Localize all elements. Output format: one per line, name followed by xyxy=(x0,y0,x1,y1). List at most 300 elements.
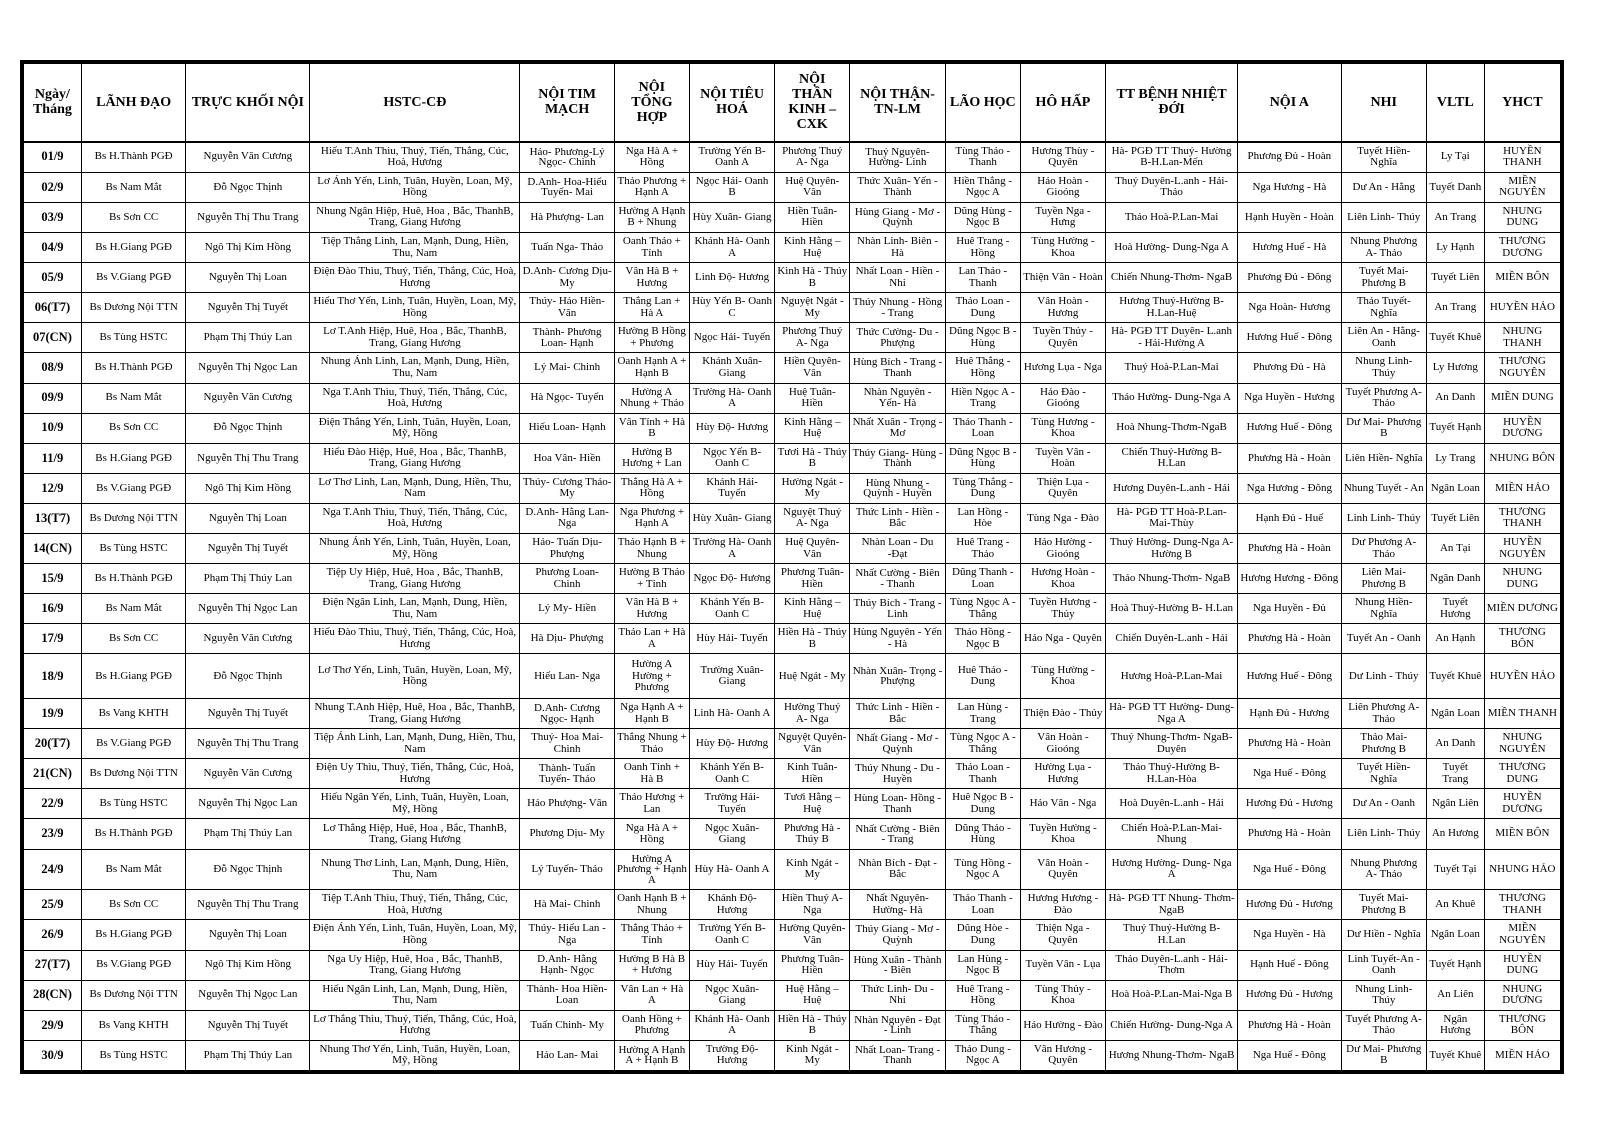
internal-duty-cell: Đỗ Ngọc Thịnh xyxy=(186,849,310,890)
tropical-diseases-cell: Thảo Hường- Dung-Nga A xyxy=(1106,383,1238,413)
header-cardiology: NỘI TIM MẠCH xyxy=(520,64,614,142)
traditional-medicine-cell: HUYỀN THANH xyxy=(1484,142,1560,173)
cardiology-cell: Thành- Hoa Hiền- Loan xyxy=(520,980,614,1010)
gastroenterology-cell: Ngọc Yến B- Oanh C xyxy=(689,443,774,473)
respiratory-cell: Hảo Vân - Nga xyxy=(1020,789,1105,819)
traditional-medicine-cell: MIỀN DUNG xyxy=(1484,383,1560,413)
cardiology-cell: Tuấn Nga- Thảo xyxy=(520,232,614,262)
date-cell: 24/9 xyxy=(24,849,82,890)
leader-cell: Bs V.Giang PGĐ xyxy=(81,729,186,759)
internal-a-cell: Hương Hương - Đông xyxy=(1238,564,1342,594)
cardiology-cell: Hoa Vân- Hiền xyxy=(520,443,614,473)
internal-a-cell: Nga Hương - Đông xyxy=(1238,473,1342,503)
internal-duty-cell: Nguyễn Thị Tuyết xyxy=(186,1010,310,1040)
geriatrics-cell: Huê Trang - Thảo xyxy=(945,534,1020,564)
leader-cell: Bs Vang KHTH xyxy=(81,699,186,729)
neurology-cell: Hiền Hà - Thúy B xyxy=(775,624,850,654)
cardiology-cell: Hiếu Lan- Nga xyxy=(520,654,614,699)
geriatrics-cell: Tùng Ngọc A - Thắng xyxy=(945,729,1020,759)
internal-a-cell: Hương Huế - Đông xyxy=(1238,654,1342,699)
physiotherapy-cell: Ngân Hương xyxy=(1426,1010,1484,1040)
tropical-diseases-cell: Hà- PGĐ TT Hường- Dung-Nga A xyxy=(1106,699,1238,729)
respiratory-cell: Vân Hoàn - Quyên xyxy=(1020,849,1105,890)
geriatrics-cell: Thảo Thanh - Loan xyxy=(945,413,1020,443)
respiratory-cell: Thiện Lụa - Quyên xyxy=(1020,473,1105,503)
cardiology-cell: D.Anh- Cương Ngọc- Hạnh xyxy=(520,699,614,729)
internal-a-cell: Phương Hà - Hoàn xyxy=(1238,624,1342,654)
traditional-medicine-cell: NHUNG DƯƠNG xyxy=(1484,980,1560,1010)
internal-a-cell: Nga Huế - Đông xyxy=(1238,849,1342,890)
tropical-diseases-cell: Hương Thuý-Hường B- H.Lan-Huệ xyxy=(1106,293,1238,323)
internal-duty-cell: Đỗ Ngọc Thịnh xyxy=(186,413,310,443)
physiotherapy-cell: An Hạnh xyxy=(1426,624,1484,654)
cardiology-cell: D.Anh- Cương Dịu- My xyxy=(520,263,614,293)
pediatrics-cell: Nhung Linh- Thúy xyxy=(1341,353,1426,383)
neurology-cell: Huệ Tuân- Hiền xyxy=(775,383,850,413)
internal-duty-cell: Nguyễn Thị Tuyết xyxy=(186,534,310,564)
geriatrics-cell: Tùng Ngọc A - Thắng xyxy=(945,594,1020,624)
cardiology-cell: Hiếu Loan- Hạnh xyxy=(520,413,614,443)
neurology-cell: Phương Thuý A- Nga xyxy=(775,142,850,173)
internal-a-cell: Phương Hà - Hoàn xyxy=(1238,443,1342,473)
gastroenterology-cell: Hùy Độ- Hương xyxy=(689,413,774,443)
cardiology-cell: Hảo Lan- Mai xyxy=(520,1040,614,1070)
pediatrics-cell: Nhung Linh- Thúy xyxy=(1341,980,1426,1010)
leader-cell: Bs V.Giang PGĐ xyxy=(81,263,186,293)
geriatrics-cell: Hiền Ngọc A - Trang xyxy=(945,383,1020,413)
table-row xyxy=(24,729,1561,759)
table-row xyxy=(24,443,1561,473)
cardiology-cell: Thành- Tuấn Tuyến- Thảo xyxy=(520,759,614,789)
date-cell: 02/9 xyxy=(24,172,82,202)
traditional-medicine-cell: NHUNG HẢO xyxy=(1484,849,1560,890)
pediatrics-cell: Tuyết Phương A- Thảo xyxy=(1341,1010,1426,1040)
nephrology-cell: Thuý Nguyên- Hường- Linh xyxy=(850,142,945,173)
table-row xyxy=(24,413,1561,443)
traditional-medicine-cell: THƯƠNG DƯƠNG xyxy=(1484,232,1560,262)
date-cell: 03/9 xyxy=(24,202,82,232)
neurology-cell: Huệ Quyên- Vân xyxy=(775,534,850,564)
respiratory-cell: Hảo Hường - Đào xyxy=(1020,1010,1105,1040)
leader-cell: Bs H.Giang PGĐ xyxy=(81,920,186,950)
cardiology-cell: Lý My- Hiền xyxy=(520,594,614,624)
nephrology-cell: Nhàn Linh- Biên -Hà xyxy=(850,232,945,262)
date-cell: 06(T7) xyxy=(24,293,82,323)
respiratory-cell: Tuyền Hương - Thủy xyxy=(1020,594,1105,624)
gastroenterology-cell: Linh Độ- Hương xyxy=(689,263,774,293)
tropical-diseases-cell: Chiến Hường- Dung-Nga A xyxy=(1106,1010,1238,1040)
internal-duty-cell: Ngô Thị Kim Hồng xyxy=(186,950,310,980)
geriatrics-cell: Huê Trang - Hồng xyxy=(945,232,1020,262)
general-internal-cell: Hường A Hạnh A + Hạnh B xyxy=(614,1040,689,1070)
nephrology-cell: Thúy Nhung - Du - Huyền xyxy=(850,759,945,789)
leader-cell: Bs Nam Mắt xyxy=(81,172,186,202)
internal-a-cell: Phương Hà - Hoàn xyxy=(1238,819,1342,849)
hstc-cd-cell: Tiệp T.Anh Thìu, Thuý, Tiến, Thắng, Cúc, Hoà, Hương xyxy=(310,890,520,920)
gastroenterology-cell: Trường Yến B- Oanh C xyxy=(689,920,774,950)
gastroenterology-cell: Hùy Hà- Oanh A xyxy=(689,849,774,890)
tropical-diseases-cell: Thảo Duyên-L.anh - Hải- Thơm xyxy=(1106,950,1238,980)
geriatrics-cell: Dũng Ngọc B - Hùng xyxy=(945,443,1020,473)
pediatrics-cell: Dư Phương A- Thảo xyxy=(1341,534,1426,564)
nephrology-cell: Nhất Loan- Trang - Thanh xyxy=(850,1040,945,1070)
respiratory-cell: Hảo Nga - Quyên xyxy=(1020,624,1105,654)
physiotherapy-cell: An Khuê xyxy=(1426,890,1484,920)
geriatrics-cell: Lan Hồng - Hòe xyxy=(945,503,1020,533)
general-internal-cell: Vân Hà B + Hương xyxy=(614,263,689,293)
hstc-cd-cell: Nhung Ánh Yến, Linh, Tuân, Huyền, Loan, Mỹ, Hồng xyxy=(310,534,520,564)
geriatrics-cell: Tùng Thảo - Thanh xyxy=(945,142,1020,173)
geriatrics-cell: Dũng Ngọc B - Hùng xyxy=(945,323,1020,353)
geriatrics-cell: Lan Hùng - Ngọc B xyxy=(945,950,1020,980)
gastroenterology-cell: Trường Hà- Oanh A xyxy=(689,534,774,564)
hstc-cd-cell: Nga Uy Hiệp, Huê, Hoa , Bắc, ThanhB, Trang, Giang Hương xyxy=(310,950,520,980)
date-cell: 19/9 xyxy=(24,699,82,729)
general-internal-cell: Nga Phương + Hạnh A xyxy=(614,503,689,533)
tropical-diseases-cell: Thảo Hoà-P.Lan-Mai xyxy=(1106,202,1238,232)
pediatrics-cell: Tuyết Phương A- Thảo xyxy=(1341,383,1426,413)
physiotherapy-cell: Tuyết Hương xyxy=(1426,594,1484,624)
neurology-cell: Kinh Hà - Thúy B xyxy=(775,263,850,293)
internal-duty-cell: Nguyễn Thị Tuyết xyxy=(186,293,310,323)
general-internal-cell: Hường A Phương + Hạnh A xyxy=(614,849,689,890)
internal-duty-cell: Phạm Thị Thúy Lan xyxy=(186,819,310,849)
hstc-cd-cell: Hiếu Thơ Yến, Linh, Tuân, Huyền, Loan, Mỹ, Hồng xyxy=(310,293,520,323)
geriatrics-cell: Thảo Dung - Ngọc A xyxy=(945,1040,1020,1070)
nephrology-cell: Hùng Xuân - Thành - Biên xyxy=(850,950,945,980)
tropical-diseases-cell: Hoà Nhung-Thơm-NgaB xyxy=(1106,413,1238,443)
table-row xyxy=(24,383,1561,413)
nephrology-cell: Hùng Giang - Mơ - Quỳnh xyxy=(850,202,945,232)
header-row xyxy=(24,64,1561,142)
pediatrics-cell: Tuyết Mai- Phương B xyxy=(1341,890,1426,920)
geriatrics-cell: Thảo Thanh - Loan xyxy=(945,890,1020,920)
geriatrics-cell: Dũng Hùng - Ngọc B xyxy=(945,202,1020,232)
respiratory-cell: Vân Hoàn - Gioóng xyxy=(1020,729,1105,759)
nephrology-cell: Hùng Bích - Trang -Thanh xyxy=(850,353,945,383)
respiratory-cell: Hảo Hường - Gioóng xyxy=(1020,534,1105,564)
physiotherapy-cell: Ngân Loan xyxy=(1426,473,1484,503)
cardiology-cell: D.Anh- Hoa-Hiếu Tuyến- Mai xyxy=(520,172,614,202)
leader-cell: Bs Dương Nội TTN xyxy=(81,759,186,789)
pediatrics-cell: Nhung Phương A- Thảo xyxy=(1341,232,1426,262)
tropical-diseases-cell: Hà- PGĐ TT Nhung- Thơm-NgaB xyxy=(1106,890,1238,920)
pediatrics-cell: Thảo Mai- Phương B xyxy=(1341,729,1426,759)
respiratory-cell: Vân Hương - Quyên xyxy=(1020,1040,1105,1070)
nephrology-cell: Nhất Nguyên- Hường- Hà xyxy=(850,890,945,920)
hstc-cd-cell: Điện Ánh Yến, Linh, Tuân, Huyền, Loan, Mỹ, Hồng xyxy=(310,920,520,950)
table-row xyxy=(24,263,1561,293)
tropical-diseases-cell: Hương Hoà-P.Lan-Mai xyxy=(1106,654,1238,699)
leader-cell: Bs Dương Nội TTN xyxy=(81,980,186,1010)
internal-a-cell: Phương Hà - Hoàn xyxy=(1238,729,1342,759)
header-geriatrics: LÃO HỌC xyxy=(945,64,1020,142)
gastroenterology-cell: Ngọc Độ- Hương xyxy=(689,564,774,594)
traditional-medicine-cell: NHUNG BÔN xyxy=(1484,443,1560,473)
internal-duty-cell: Nguyễn Thị Thu Trang xyxy=(186,729,310,759)
tropical-diseases-cell: Hương Duyên-L.anh - Hải xyxy=(1106,473,1238,503)
internal-a-cell: Phương Hà - Hoàn xyxy=(1238,534,1342,564)
cardiology-cell: Hảo- Tuấn Dịu- Phượng xyxy=(520,534,614,564)
date-cell: 20(T7) xyxy=(24,729,82,759)
traditional-medicine-cell: MIỀN BÔN xyxy=(1484,263,1560,293)
general-internal-cell: Nga Hà A + Hồng xyxy=(614,819,689,849)
physiotherapy-cell: Tuyết Khuê xyxy=(1426,1040,1484,1070)
internal-duty-cell: Đỗ Ngọc Thịnh xyxy=(186,172,310,202)
physiotherapy-cell: Ly Tại xyxy=(1426,142,1484,173)
leader-cell: Bs H.Thành PGĐ xyxy=(81,142,186,173)
traditional-medicine-cell: THƯƠNG BÔN xyxy=(1484,624,1560,654)
hstc-cd-cell: Hiếu Ngân Yến, Linh, Tuân, Huyền, Loan, Mỹ, Hồng xyxy=(310,789,520,819)
cardiology-cell: Lý Mai- Chinh xyxy=(520,353,614,383)
table-row xyxy=(24,353,1561,383)
date-cell: 23/9 xyxy=(24,819,82,849)
pediatrics-cell: Liên Mai- Phương B xyxy=(1341,564,1426,594)
cardiology-cell: Phương Loan- Chinh xyxy=(520,564,614,594)
gastroenterology-cell: Hùy Xuân- Giang xyxy=(689,503,774,533)
neurology-cell: Hiền Thuý A- Nga xyxy=(775,890,850,920)
internal-a-cell: Nga Huế - Đông xyxy=(1238,759,1342,789)
general-internal-cell: Nga Hà A + Hồng xyxy=(614,142,689,173)
general-internal-cell: Oanh Hồng + Phương xyxy=(614,1010,689,1040)
internal-duty-cell: Nguyễn Thị Loan xyxy=(186,920,310,950)
hstc-cd-cell: Nhung Ánh Linh, Lan, Mạnh, Dung, Hiền, Thu, Nam xyxy=(310,353,520,383)
nephrology-cell: Nhàn Bích - Đạt -Bắc xyxy=(850,849,945,890)
respiratory-cell: Tùng Nga - Đào xyxy=(1020,503,1105,533)
date-cell: 14(CN) xyxy=(24,534,82,564)
internal-duty-cell: Ngô Thị Kim Hồng xyxy=(186,232,310,262)
traditional-medicine-cell: MIỀN DƯƠNG xyxy=(1484,594,1560,624)
hstc-cd-cell: Điện Thắng Yến, Linh, Tuân, Huyền, Loan, Mỹ, Hồng xyxy=(310,413,520,443)
internal-a-cell: Hạnh Đủ - Hương xyxy=(1238,699,1342,729)
table-row xyxy=(24,699,1561,729)
pediatrics-cell: Nhung Tuyết - An xyxy=(1341,473,1426,503)
general-internal-cell: Hường A Hường + Phương xyxy=(614,654,689,699)
hstc-cd-cell: Điện Đào Thìu, Thuý, Tiến, Thắng, Cúc, Hoà, Hương xyxy=(310,263,520,293)
hstc-cd-cell: Tiệp Ánh Linh, Lan, Mạnh, Dung, Hiền, Thu, Nam xyxy=(310,729,520,759)
internal-duty-cell: Ngô Thị Kim Hồng xyxy=(186,473,310,503)
pediatrics-cell: Dư Mai- Phương B xyxy=(1341,1040,1426,1070)
respiratory-cell: Thiện Đào - Thủy xyxy=(1020,699,1105,729)
gastroenterology-cell: Ngọc Xuân- Giang xyxy=(689,819,774,849)
tropical-diseases-cell: Thuý Hoà-P.Lan-Mai xyxy=(1106,353,1238,383)
pediatrics-cell: Liên Hiền- Nghĩa xyxy=(1341,443,1426,473)
physiotherapy-cell: Tuyết Liên xyxy=(1426,263,1484,293)
geriatrics-cell: Lan Thảo - Thanh xyxy=(945,263,1020,293)
hstc-cd-cell: Nhung Thơ Yến, Linh, Tuân, Huyền, Loan, Mỹ, Hồng xyxy=(310,1040,520,1070)
nephrology-cell: Thúy Bích - Trang - Linh xyxy=(850,594,945,624)
internal-a-cell: Hương Huế - Hà xyxy=(1238,232,1342,262)
pediatrics-cell: Linh Tuyết-An - Oanh xyxy=(1341,950,1426,980)
hstc-cd-cell: Hiếu Đào Hiệp, Huê, Hoa , Bắc, ThanhB, Trang, Giang Hương xyxy=(310,443,520,473)
pediatrics-cell: Liên An - Hằng-Oanh xyxy=(1341,323,1426,353)
neurology-cell: Huệ Hằng – Huệ xyxy=(775,980,850,1010)
hstc-cd-cell: Lơ T.Anh Hiệp, Huê, Hoa , Bắc, ThanhB, Trang, Giang Hương xyxy=(310,323,520,353)
pediatrics-cell: Dư An - Hằng xyxy=(1341,172,1426,202)
respiratory-cell: Tùng Thủy - Khoa xyxy=(1020,980,1105,1010)
traditional-medicine-cell: MIỀN THANH xyxy=(1484,699,1560,729)
hstc-cd-cell: Lơ Ánh Yến, Linh, Tuân, Huyền, Loan, Mỹ, Hồng xyxy=(310,172,520,202)
leader-cell: Bs H.Giang PGĐ xyxy=(81,443,186,473)
nephrology-cell: Hùng Nguyên - Yến - Hà xyxy=(850,624,945,654)
cardiology-cell: Lý Tuyến- Thảo xyxy=(520,849,614,890)
neurology-cell: Kinh Hằng – Huệ xyxy=(775,232,850,262)
gastroenterology-cell: Hùy Yến B- Oanh C xyxy=(689,293,774,323)
nephrology-cell: Thức Linh - Hiền -Bắc xyxy=(850,699,945,729)
leader-cell: Bs V.Giang PGĐ xyxy=(81,473,186,503)
nephrology-cell: Nhàn Xuân- Trọng - Phượng xyxy=(850,654,945,699)
geriatrics-cell: Huê Ngọc B - Dung xyxy=(945,789,1020,819)
pediatrics-cell: Linh Linh- Thúy xyxy=(1341,503,1426,533)
date-cell: 08/9 xyxy=(24,353,82,383)
leader-cell: Bs Nam Mắt xyxy=(81,849,186,890)
traditional-medicine-cell: HUYỀN HẢO xyxy=(1484,654,1560,699)
physiotherapy-cell: Ly Hương xyxy=(1426,353,1484,383)
leader-cell: Bs Sơn CC xyxy=(81,624,186,654)
physiotherapy-cell: Ly Trang xyxy=(1426,443,1484,473)
neurology-cell: Phương Tuân- Hiền xyxy=(775,564,850,594)
hstc-cd-cell: Hiếu T.Anh Thìu, Thuý, Tiến, Thắng, Cúc, Hoà, Hương xyxy=(310,142,520,173)
internal-a-cell: Phương Hà - Hoàn xyxy=(1238,1010,1342,1040)
traditional-medicine-cell: HUYỀN DƯƠNG xyxy=(1484,413,1560,443)
tropical-diseases-cell: Hoà Hoà-P.Lan-Mai-Nga B xyxy=(1106,980,1238,1010)
neurology-cell: Hường Quyên- Vân xyxy=(775,920,850,950)
general-internal-cell: Oanh Hạnh A + Hạnh B xyxy=(614,353,689,383)
cardiology-cell: Phương Dịu- My xyxy=(520,819,614,849)
leader-cell: Bs H.Giang PGĐ xyxy=(81,232,186,262)
cardiology-cell: Thúy- Hảo Hiền- Vân xyxy=(520,293,614,323)
traditional-medicine-cell: HUYỀN DUNG xyxy=(1484,950,1560,980)
leader-cell: Bs Tùng HSTC xyxy=(81,534,186,564)
hstc-cd-cell: Lơ Thơ Yến, Linh, Tuân, Huyền, Loan, Mỹ, Hồng xyxy=(310,654,520,699)
neurology-cell: Phương Hà - Thúy B xyxy=(775,819,850,849)
table-row xyxy=(24,980,1561,1010)
date-cell: 01/9 xyxy=(24,142,82,173)
nephrology-cell: Thức Linh - Hiền -Bắc xyxy=(850,503,945,533)
date-cell: 07(CN) xyxy=(24,323,82,353)
physiotherapy-cell: An Danh xyxy=(1426,383,1484,413)
geriatrics-cell: Dũng Thảo - Hùng xyxy=(945,819,1020,849)
table-row xyxy=(24,564,1561,594)
general-internal-cell: Vân Lan + Hà A xyxy=(614,980,689,1010)
date-cell: 11/9 xyxy=(24,443,82,473)
internal-a-cell: Nga Huyền - Đủ xyxy=(1238,594,1342,624)
respiratory-cell: Thiện Vân - Hoàn xyxy=(1020,263,1105,293)
internal-a-cell: Hạnh Huyền - Hoàn xyxy=(1238,202,1342,232)
header-tropical-diseases: TT BỆNH NHIỆT ĐỚI xyxy=(1106,64,1238,142)
internal-duty-cell: Nguyễn Văn Cương xyxy=(186,759,310,789)
pediatrics-cell: Dư Hiền - Nghĩa xyxy=(1341,920,1426,950)
gastroenterology-cell: Khánh Xuân- Giang xyxy=(689,353,774,383)
general-internal-cell: Hường B Thảo + Tỉnh xyxy=(614,564,689,594)
neurology-cell: Kinh Ngát - My xyxy=(775,849,850,890)
physiotherapy-cell: Tuyết Tại xyxy=(1426,849,1484,890)
date-cell: 26/9 xyxy=(24,920,82,950)
internal-a-cell: Phương Đủ - Hoàn xyxy=(1238,142,1342,173)
date-cell: 09/9 xyxy=(24,383,82,413)
pediatrics-cell: Tuyết Hiền- Nghĩa xyxy=(1341,142,1426,173)
neurology-cell: Kinh Ngát - My xyxy=(775,1040,850,1070)
traditional-medicine-cell: NHUNG NGUYÊN xyxy=(1484,729,1560,759)
gastroenterology-cell: Khánh Hải- Tuyến xyxy=(689,473,774,503)
general-internal-cell: Oanh Tỉnh + Hà B xyxy=(614,759,689,789)
physiotherapy-cell: An Hương xyxy=(1426,819,1484,849)
header-pediatrics: NHI xyxy=(1341,64,1426,142)
physiotherapy-cell: An Trang xyxy=(1426,202,1484,232)
roster-body xyxy=(24,142,1561,1071)
physiotherapy-cell: Ly Hạnh xyxy=(1426,232,1484,262)
traditional-medicine-cell: THƯƠNG THANH xyxy=(1484,890,1560,920)
leader-cell: Bs Tùng HSTC xyxy=(81,1040,186,1070)
internal-duty-cell: Nguyễn Thị Ngọc Lan xyxy=(186,594,310,624)
internal-a-cell: Nga Hoàn- Hương xyxy=(1238,293,1342,323)
table-row xyxy=(24,232,1561,262)
neurology-cell: Huệ Quyên- Vân xyxy=(775,172,850,202)
hstc-cd-cell: Lơ Thơ Linh, Lan, Mạnh, Dung, Hiền, Thu, Nam xyxy=(310,473,520,503)
leader-cell: Bs Sơn CC xyxy=(81,202,186,232)
general-internal-cell: Thắng Thảo + Tỉnh xyxy=(614,920,689,950)
respiratory-cell: Hương Thùy - Quyên xyxy=(1020,142,1105,173)
internal-a-cell: Nga Huyền - Hà xyxy=(1238,920,1342,950)
neurology-cell: Hiền Hà - Thúy B xyxy=(775,1010,850,1040)
internal-duty-cell: Phạm Thị Thúy Lan xyxy=(186,1040,310,1070)
internal-a-cell: Hạnh Huế - Đông xyxy=(1238,950,1342,980)
date-cell: 27(T7) xyxy=(24,950,82,980)
header-nephrology: NỘI THẬN- TN-LM xyxy=(850,64,945,142)
cardiology-cell: Hà Mai- Chinh xyxy=(520,890,614,920)
hstc-cd-cell: Nga T.Anh Thìu, Thuý, Tiến, Thắng, Cúc, Hoà, Hương xyxy=(310,383,520,413)
general-internal-cell: Thảo Lan + Hà A xyxy=(614,624,689,654)
pediatrics-cell: Nhung Hiền- Nghĩa xyxy=(1341,594,1426,624)
tropical-diseases-cell: Thảo Thuý-Hường B- H.Lan-Hòa xyxy=(1106,759,1238,789)
date-cell: 29/9 xyxy=(24,1010,82,1040)
header-hstc-cd: HSTC-CĐ xyxy=(310,64,520,142)
header-respiratory: HÔ HẤP xyxy=(1020,64,1105,142)
date-cell: 04/9 xyxy=(24,232,82,262)
table-row xyxy=(24,849,1561,890)
table-row xyxy=(24,624,1561,654)
traditional-medicine-cell: HUYỀN HẢO xyxy=(1484,293,1560,323)
respiratory-cell: Tuyền Vân - Hoàn xyxy=(1020,443,1105,473)
hstc-cd-cell: Điện Ngân Linh, Lan, Mạnh, Dung, Hiền, Thu, Nam xyxy=(310,594,520,624)
tropical-diseases-cell: Thuý Nhung-Thơm- NgaB-Duyên xyxy=(1106,729,1238,759)
table-row xyxy=(24,890,1561,920)
general-internal-cell: Thắng Nhung + Thảo xyxy=(614,729,689,759)
nephrology-cell: Nhất Loan - Hiền - Nhi xyxy=(850,263,945,293)
general-internal-cell: Hường B Hồng + Phương xyxy=(614,323,689,353)
internal-a-cell: Nga Huế - Đông xyxy=(1238,1040,1342,1070)
table-row xyxy=(24,594,1561,624)
traditional-medicine-cell: MIỀN HẢO xyxy=(1484,473,1560,503)
internal-duty-cell: Nguyễn Thị Ngọc Lan xyxy=(186,980,310,1010)
neurology-cell: Hường Ngát - My xyxy=(775,473,850,503)
date-cell: 22/9 xyxy=(24,789,82,819)
gastroenterology-cell: Khánh Độ- Hương xyxy=(689,890,774,920)
tropical-diseases-cell: Chiến Thuý-Hường B- H.Lan xyxy=(1106,443,1238,473)
general-internal-cell: Thảo Phương + Hạnh A xyxy=(614,172,689,202)
nephrology-cell: Nhất Xuân - Trọng - Mơ xyxy=(850,413,945,443)
date-cell: 05/9 xyxy=(24,263,82,293)
gastroenterology-cell: Ngọc Hải- Oanh B xyxy=(689,172,774,202)
physiotherapy-cell: Ngân Danh xyxy=(1426,564,1484,594)
cardiology-cell: Thúy- Cương Thảo- My xyxy=(520,473,614,503)
general-internal-cell: Hường A Nhung + Thảo xyxy=(614,383,689,413)
internal-duty-cell: Nguyễn Thị Tuyết xyxy=(186,699,310,729)
general-internal-cell: Hường B Hà B + Hương xyxy=(614,950,689,980)
respiratory-cell: Hương Hương - Đào xyxy=(1020,890,1105,920)
cardiology-cell: Thuý- Hoa Mai- Chinh xyxy=(520,729,614,759)
internal-duty-cell: Nguyễn Thị Ngọc Lan xyxy=(186,789,310,819)
